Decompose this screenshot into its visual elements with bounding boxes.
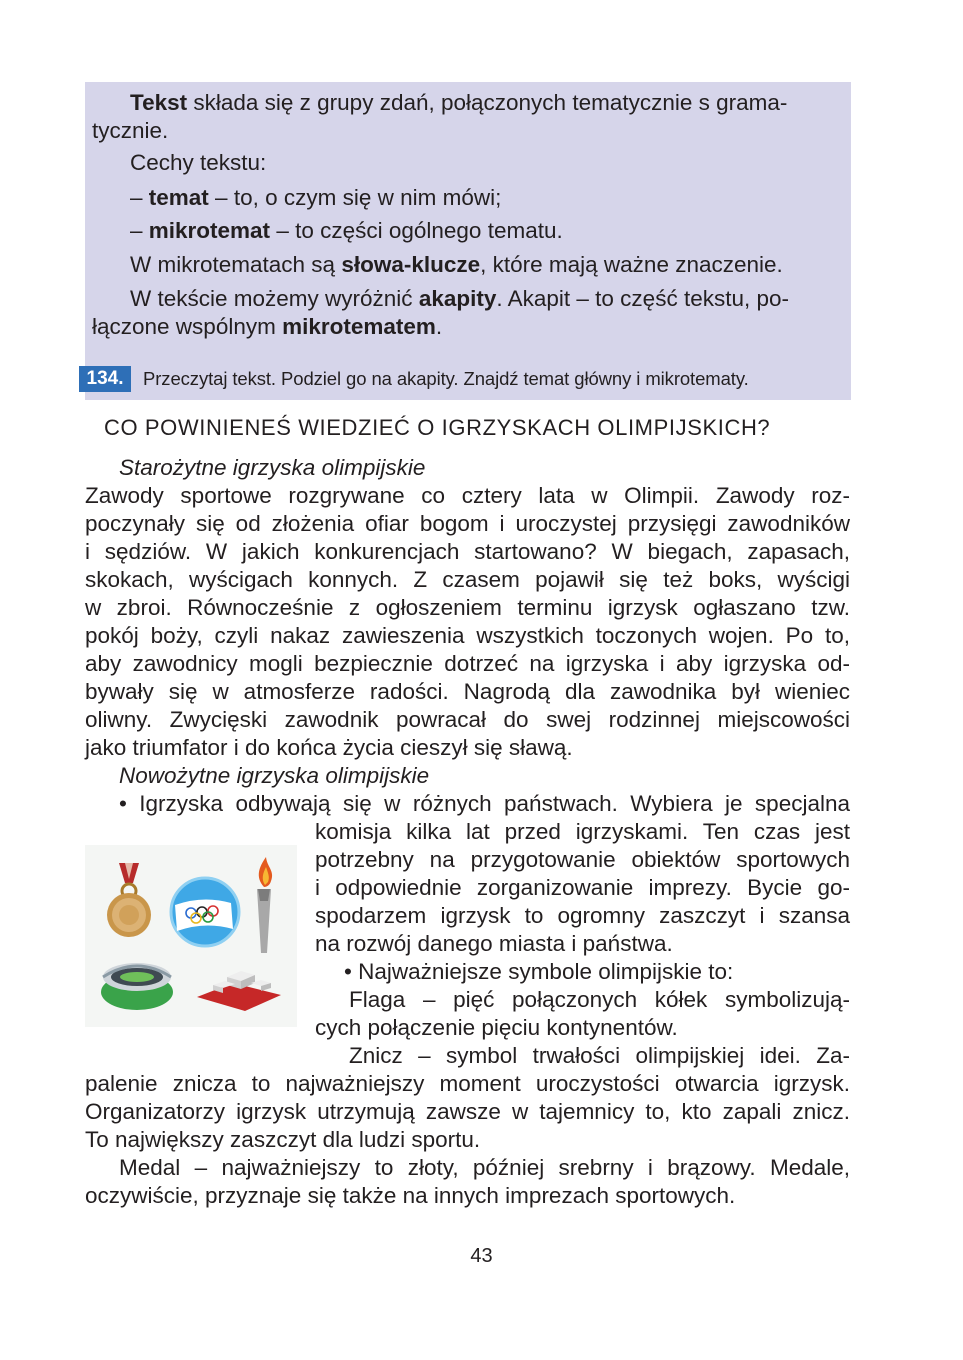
body-line: • Igrzyska odbywają się w różnych państwach. Wybiera je specjalna xyxy=(119,791,850,816)
body-line: oliwny. Zwycięski zawodnik powracał do swej rodzinnej miejscowości xyxy=(85,707,850,732)
section-heading-modern: Nowożytne igrzyska olimpijskie xyxy=(119,763,430,788)
body-line: i sędziów. W jakich konkurencjach startowano? W biegach, zapasach, xyxy=(85,539,850,564)
stadium-icon xyxy=(101,963,173,1010)
olympic-symbols-illustration xyxy=(85,845,297,1027)
body-line: aby zawodnicy mogli bezpiecznie dotrzeć na igrzyska i aby igrzyska od- xyxy=(85,651,850,676)
rule-akapity-cont: łączone wspólnym mikrotematem. xyxy=(92,314,443,339)
body-line: Flaga – pięć połączonych kółek symbolizują- xyxy=(349,987,850,1012)
rule-feature-mikrotemat: – mikrotemat – to części ogólnego tematu. xyxy=(130,218,563,243)
body-line: i odpowiednie zorganizowanie imprezy. Bycie go- xyxy=(315,875,850,900)
olympic-symbols-svg xyxy=(85,845,297,1027)
body-line: To największy zaszczyt dla ludzi sportu. xyxy=(85,1127,481,1152)
olympic-flag-icon xyxy=(171,878,239,946)
body-line: na rozwój danego miasta i państwa. xyxy=(315,931,673,956)
text-title: CO POWINIENEŚ WIEDZIEĆ O IGRZYSKACH OLIMPIJSKICH? xyxy=(104,415,771,440)
body-line: Zawody sportowe rozgrywane co cztery lata w Olimpii. Zawody roz- xyxy=(85,483,850,508)
body-line: jako triumfator i do końca życia cieszył się sławą. xyxy=(85,735,573,760)
rule-box xyxy=(85,82,851,400)
rule-paragraph-1: Tekst składa się z grupy zdań, połączonych tematycznie s grama- xyxy=(130,90,788,115)
body-line: skokach, wyścigach konnych. Z czasem pojawił się też boks, wyścigi xyxy=(85,567,850,592)
rule-akapity: W tekście możemy wyróżnić akapity. Akapit – to część tekstu, po- xyxy=(130,286,790,311)
section-heading-ancient: Starożytne igrzyska olimpijskie xyxy=(119,455,426,480)
body-line-symbols-intro: • Najważniejsze symbole olimpijskie to: xyxy=(344,959,734,984)
exercise-instruction: Przeczytaj tekst. Podziel go na akapity. Znajdź temat główny i mikrotematy. xyxy=(143,368,749,389)
body-line: komisja kilka lat przed igrzyskami. Ten czas jest xyxy=(315,819,850,844)
rule-keywords: W mikrotematach są słowa-klucze, które mają ważne znaczenie. xyxy=(130,252,783,277)
body-line: pokój boży, czyli nakaz zawieszenia wszystkich toczonych wojen. Po to, xyxy=(85,623,850,648)
rule-term-tekst: Tekst xyxy=(130,90,188,115)
page-number: 43 xyxy=(470,1245,493,1267)
body-line: w zbroi. Równocześnie z ogłoszeniem terminu igrzysk ogłaszano tzw. xyxy=(85,595,850,620)
rule-feature-temat: – temat – to, o czym się w nim mówi; xyxy=(130,185,502,210)
exercise-number-badge: 134. xyxy=(79,366,131,392)
body-line: Medal – najważniejszy to złoty, później srebrny i brązowy. Medale, xyxy=(119,1155,850,1180)
body-line: potrzebny na przygotowanie obiektów sportowych xyxy=(315,847,850,872)
podium-icon xyxy=(197,971,281,1011)
rule-features-heading: Cechy tekstu: xyxy=(130,150,267,175)
body-line: spodarzem igrzysk to ogromny zaszczyt i szansa xyxy=(315,903,850,928)
body-line: bywały się w atmosferze radości. Nagrodą dla zawodnika był wieniec xyxy=(85,679,850,704)
body-line: cych połączenie pięciu kontynentów. xyxy=(315,1015,678,1040)
body-line: Znicz – symbol trwałości olimpijskiej idei. Za- xyxy=(349,1043,850,1068)
olympic-torch-icon xyxy=(257,857,272,953)
rule-paragraph-1-cont: tycznie. xyxy=(92,118,169,143)
body-line: poczynały się od złożenia ofiar bogom i uroczystej przysięgi zawodników xyxy=(85,511,850,536)
gold-medal-icon xyxy=(107,863,151,937)
body-line: oczywiście, przyznaje się także na innych imprezach sportowych. xyxy=(85,1183,736,1208)
body-line: palenie znicza to najważniejszy moment uroczystości otwarcia igrzysk. xyxy=(85,1071,850,1096)
body-line: Organizatorzy igrzysk utrzymują zawsze w tajemnicy to, kto zapali znicz. xyxy=(85,1099,850,1124)
